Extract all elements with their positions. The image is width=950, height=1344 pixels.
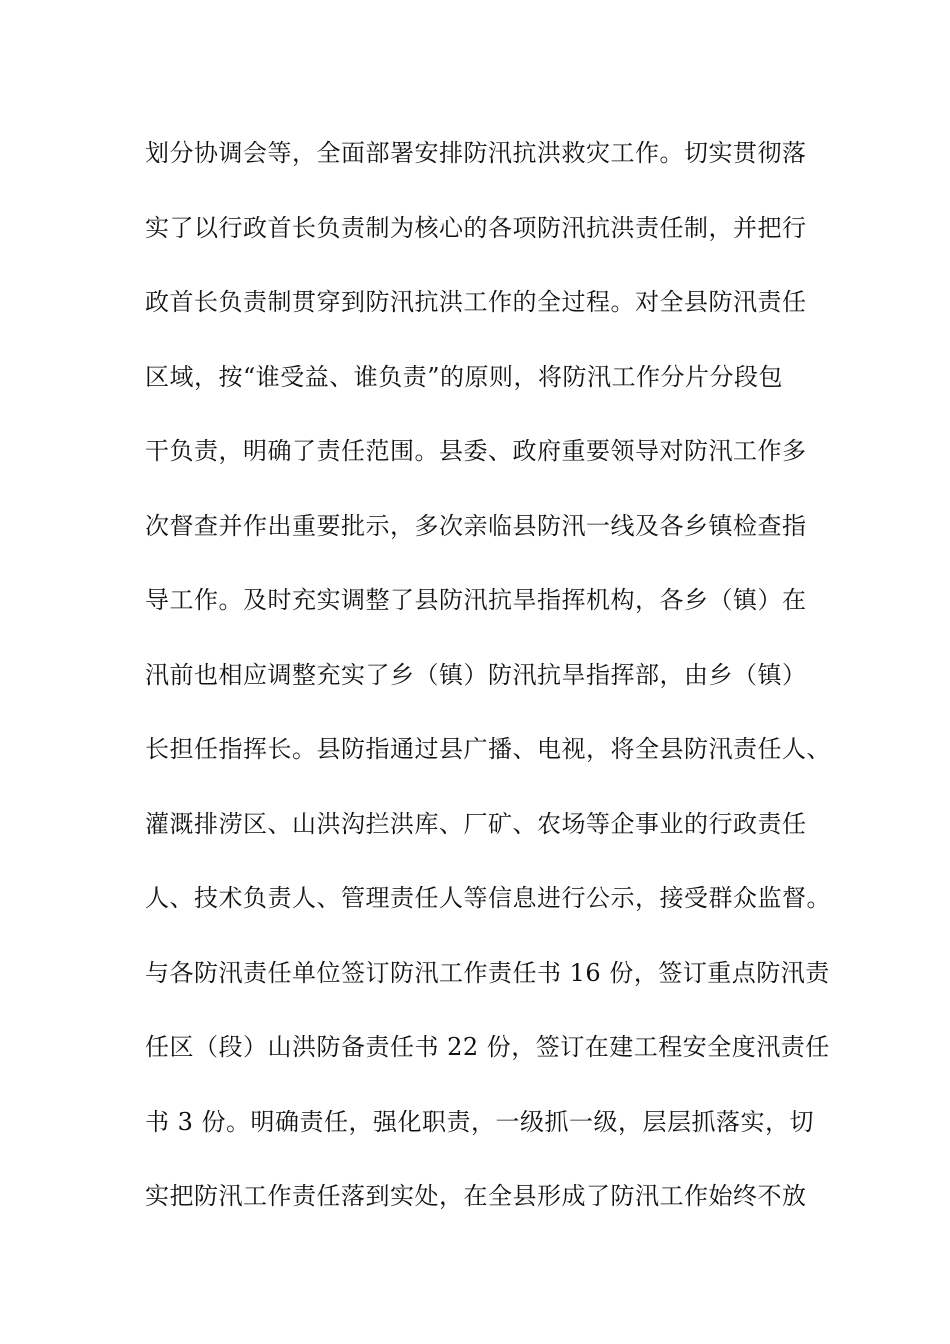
body-paragraph	[145, 131, 845, 1249]
text-line: 次督查并作出重要批示，多次亲临县防汛一线及各乡镇检查指	[145, 511, 807, 540]
text-line: 书 3 份。明确责任，强化职责，一级抓一级，层层抓落实，切	[145, 1107, 815, 1136]
text-line: 干负责，明确了责任范围。县委、政府重要领导对防汛工作多	[145, 437, 807, 465]
text-line: 人、技术负责人、管理责任人等信息进行公示，接受群众监督。	[145, 884, 831, 912]
text-line: 导工作。及时充实调整了县防汛抗旱指挥机构，各乡（镇）在	[145, 586, 807, 614]
text-line: 实了以行政首长负责制为核心的各项防汛抗洪责任制，并把行	[145, 213, 807, 242]
text-line: 区域，按“谁受益、谁负责”的原则，将防汛工作分片分段包	[145, 362, 784, 391]
text-line: 长担任指挥长。县防指通过县广播、电视，将全县防汛责任人、	[145, 735, 831, 763]
text-line: 汛前也相应调整充实了乡（镇）防汛抗旱指挥部，由乡（镇）	[145, 660, 807, 689]
text-line: 与各防汛责任单位签订防汛工作责任书 16 份，签订重点防汛责	[145, 958, 830, 987]
text-line: 划分协调会等，全面部署安排防汛抗洪救灾工作。切实贯彻落	[145, 139, 807, 167]
text-line: 政首长负责制贯穿到防汛抗洪工作的全过程。对全县防汛责任	[145, 288, 807, 316]
text-line: 任区（段）山洪防备责任书 22 份，签订在建工程安全度汛责任	[145, 1033, 830, 1061]
text-line: 实把防汛工作责任落到实处，在全县形成了防汛工作始终不放	[145, 1182, 807, 1210]
text-line: 灌溉排涝区、山洪沟拦洪库、厂矿、农场等企事业的行政责任	[145, 809, 807, 838]
